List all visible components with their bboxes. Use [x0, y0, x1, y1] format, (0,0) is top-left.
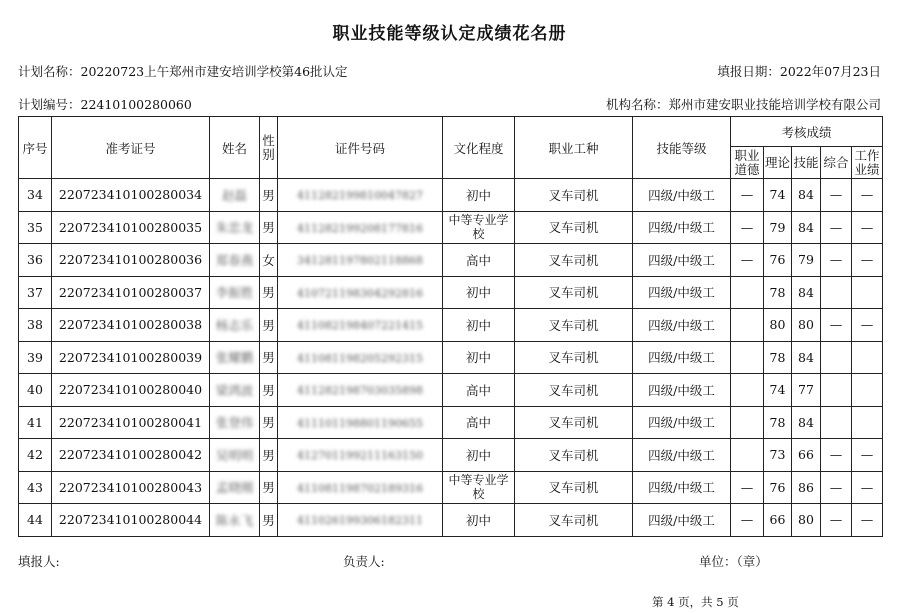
cell-skill-level: 四级/中级工 — [633, 276, 731, 309]
table-row — [19, 179, 883, 212]
page-indicator: 第 4 页，共 5 页 — [652, 595, 739, 609]
cell-occupation: 叉车司机 — [515, 309, 633, 342]
cell-name — [210, 309, 260, 342]
table-row — [19, 341, 883, 374]
cell-seq: 40 — [19, 374, 52, 407]
cell-ticket-number: 220723410100280037 — [52, 276, 210, 309]
redacted-id: 411101198801190655 — [297, 416, 423, 430]
header-occupation: 职业工种 — [515, 117, 633, 179]
cell-overall: — — [821, 471, 852, 504]
header-skill: 技能 — [792, 147, 821, 179]
cell-occupation: 叉车司机 — [515, 471, 633, 504]
cell-work-performance — [852, 406, 883, 439]
cell-work-performance — [852, 276, 883, 309]
cell-seq: 39 — [19, 341, 52, 374]
cell-skill-level: 四级/中级工 — [633, 471, 731, 504]
cell-overall — [821, 341, 852, 374]
cell-gender: 男 — [260, 504, 278, 537]
cell-work-performance — [852, 341, 883, 374]
cell-theory: 74 — [764, 374, 792, 407]
cell-ethics: — — [731, 471, 764, 504]
redacted-id: 411082198407221415 — [297, 319, 423, 333]
cell-work-performance: — — [852, 471, 883, 504]
redacted-id: 412701199211163150 — [297, 449, 423, 463]
cell-ethics — [731, 406, 764, 439]
header-name: 姓名 — [210, 117, 260, 179]
redacted-name: 孟晓刚 — [215, 480, 254, 496]
cell-name — [210, 439, 260, 472]
cell-name — [210, 179, 260, 212]
cell-ethics: — — [731, 211, 764, 244]
cell-id-number — [278, 406, 443, 439]
cell-gender: 女 — [260, 244, 278, 277]
cell-education: 高中 — [443, 374, 515, 407]
cell-skill: 77 — [792, 374, 821, 407]
table-row — [19, 406, 883, 439]
cell-education: 中等专业学校 — [443, 471, 515, 504]
roster-body — [19, 179, 883, 537]
cell-ticket-number: 220723410100280038 — [52, 309, 210, 342]
cell-gender: 男 — [260, 471, 278, 504]
cell-skill: 66 — [792, 439, 821, 472]
header-ethics: 职业道德 — [731, 147, 764, 179]
cell-name — [210, 504, 260, 537]
cell-education: 高中 — [443, 406, 515, 439]
cell-skill: 86 — [792, 471, 821, 504]
cell-id-number — [278, 211, 443, 244]
cell-name — [210, 244, 260, 277]
redacted-name: 张耀鹏 — [215, 350, 254, 366]
cell-education: 中等专业学校 — [443, 211, 515, 244]
cell-skill: 80 — [792, 504, 821, 537]
table-row — [19, 276, 883, 309]
cell-seq: 37 — [19, 276, 52, 309]
redacted-id: 411282199208177816 — [297, 221, 423, 235]
cell-theory: 80 — [764, 309, 792, 342]
cell-skill: 84 — [792, 341, 821, 374]
cell-id-number — [278, 504, 443, 537]
cell-education: 初中 — [443, 276, 515, 309]
cell-education: 初中 — [443, 309, 515, 342]
cell-seq: 44 — [19, 504, 52, 537]
cell-id-number — [278, 179, 443, 212]
redacted-id: 411026199306182311 — [297, 514, 423, 528]
cell-ticket-number: 220723410100280043 — [52, 471, 210, 504]
cell-skill: 79 — [792, 244, 821, 277]
cell-gender: 男 — [260, 276, 278, 309]
cell-occupation: 叉车司机 — [515, 341, 633, 374]
header-skill-level: 技能等级 — [633, 117, 731, 179]
cell-theory: 73 — [764, 439, 792, 472]
page-title: 职业技能等级认定成绩花名册 — [332, 24, 567, 44]
cell-ethics: — — [731, 179, 764, 212]
cell-skill-level: 四级/中级工 — [633, 504, 731, 537]
cell-education: 初中 — [443, 439, 515, 472]
cell-id-number — [278, 276, 443, 309]
cell-id-number — [278, 471, 443, 504]
cell-skill-level: 四级/中级工 — [633, 179, 731, 212]
cell-skill-level: 四级/中级工 — [633, 211, 731, 244]
header-assessment-scores: 考核成绩 — [731, 117, 883, 147]
table-row — [19, 211, 883, 244]
cell-occupation: 叉车司机 — [515, 374, 633, 407]
cell-ethics: — — [731, 504, 764, 537]
cell-ethics: — — [731, 244, 764, 277]
cell-ethics — [731, 309, 764, 342]
cell-skill: 84 — [792, 406, 821, 439]
header-education: 文化程度 — [443, 117, 515, 179]
redacted-name: 吴明明 — [215, 447, 254, 463]
redacted-id: 411081198702189316 — [297, 481, 423, 495]
cell-skill-level: 四级/中级工 — [633, 309, 731, 342]
cell-ticket-number: 220723410100280040 — [52, 374, 210, 407]
unit-seal-label: 单位：（章） — [699, 554, 768, 569]
cell-id-number — [278, 244, 443, 277]
cell-occupation: 叉车司机 — [515, 244, 633, 277]
cell-id-number — [278, 439, 443, 472]
header-work-performance: 工作业绩 — [852, 147, 883, 179]
cell-theory: 74 — [764, 179, 792, 212]
cell-theory: 78 — [764, 406, 792, 439]
redacted-name: 陈永飞 — [215, 512, 254, 528]
cell-seq: 36 — [19, 244, 52, 277]
cell-seq: 38 — [19, 309, 52, 342]
cell-name — [210, 341, 260, 374]
cell-occupation: 叉车司机 — [515, 406, 633, 439]
cell-theory: 76 — [764, 471, 792, 504]
redacted-name: 张登伟 — [215, 415, 254, 431]
cell-work-performance: — — [852, 244, 883, 277]
cell-skill-level: 四级/中级工 — [633, 374, 731, 407]
cell-id-number — [278, 374, 443, 407]
redacted-name: 赵磊 — [221, 187, 247, 203]
cell-ticket-number: 220723410100280044 — [52, 504, 210, 537]
redacted-id: 410721198304292816 — [297, 286, 423, 300]
cell-gender: 男 — [260, 439, 278, 472]
cell-work-performance — [852, 374, 883, 407]
redacted-name: 郑春燕 — [215, 252, 254, 268]
cell-gender: 男 — [260, 341, 278, 374]
cell-theory: 66 — [764, 504, 792, 537]
cell-id-number — [278, 341, 443, 374]
cell-gender: 男 — [260, 406, 278, 439]
redacted-id: 411081198205292315 — [297, 351, 423, 365]
cell-ticket-number: 220723410100280039 — [52, 341, 210, 374]
cell-work-performance: — — [852, 504, 883, 537]
redacted-id: 341281197802118868 — [297, 254, 423, 268]
cell-overall — [821, 374, 852, 407]
cell-skill: 84 — [792, 211, 821, 244]
cell-ticket-number: 220723410100280041 — [52, 406, 210, 439]
cell-overall: — — [821, 309, 852, 342]
cell-theory: 76 — [764, 244, 792, 277]
cell-education: 初中 — [443, 341, 515, 374]
redacted-name: 杨志乐 — [215, 317, 254, 333]
redacted-name: 朱忠龙 — [215, 220, 254, 236]
cell-seq: 41 — [19, 406, 52, 439]
cell-gender: 男 — [260, 179, 278, 212]
cell-skill: 80 — [792, 309, 821, 342]
cell-theory: 79 — [764, 211, 792, 244]
cell-work-performance: — — [852, 211, 883, 244]
cell-overall: — — [821, 244, 852, 277]
cell-ticket-number: 220723410100280035 — [52, 211, 210, 244]
cell-occupation: 叉车司机 — [515, 504, 633, 537]
cell-occupation: 叉车司机 — [515, 211, 633, 244]
cell-work-performance: — — [852, 179, 883, 212]
cell-overall — [821, 276, 852, 309]
responsible-label: 负责人: — [343, 554, 385, 569]
cell-skill: 84 — [792, 276, 821, 309]
plan-name: 计划名称：20220723上午郑州市建安培训学校第46批认定 — [18, 64, 348, 79]
cell-name — [210, 211, 260, 244]
cell-seq: 35 — [19, 211, 52, 244]
cell-ticket-number: 220723410100280034 — [52, 179, 210, 212]
fill-date: 填报日期：2022年07月23日 — [717, 64, 881, 79]
cell-id-number — [278, 309, 443, 342]
cell-education: 初中 — [443, 504, 515, 537]
table-row — [19, 439, 883, 472]
cell-seq: 43 — [19, 471, 52, 504]
cell-skill-level: 四级/中级工 — [633, 244, 731, 277]
cell-skill: 84 — [792, 179, 821, 212]
table-row — [19, 374, 883, 407]
cell-overall: — — [821, 504, 852, 537]
table-row — [19, 309, 883, 342]
cell-name — [210, 276, 260, 309]
cell-skill-level: 四级/中级工 — [633, 341, 731, 374]
cell-occupation: 叉车司机 — [515, 276, 633, 309]
cell-education: 初中 — [443, 179, 515, 212]
header-seq: 序号 — [19, 117, 52, 179]
header-id-number: 证件号码 — [278, 117, 443, 179]
cell-name — [210, 406, 260, 439]
table-row — [19, 471, 883, 504]
cell-theory: 78 — [764, 341, 792, 374]
cell-ticket-number: 220723410100280042 — [52, 439, 210, 472]
cell-overall — [821, 406, 852, 439]
plan-number: 计划编号：22410100280060 — [18, 97, 192, 112]
header-theory: 理论 — [764, 147, 792, 179]
cell-work-performance: — — [852, 439, 883, 472]
header-overall: 综合 — [821, 147, 852, 179]
header-ticket-number: 准考证号 — [52, 117, 210, 179]
cell-theory: 78 — [764, 276, 792, 309]
cell-occupation: 叉车司机 — [515, 179, 633, 212]
cell-ethics — [731, 276, 764, 309]
cell-gender: 男 — [260, 374, 278, 407]
organization-name: 机构名称：郑州市建安职业技能培训学校有限公司 — [605, 97, 881, 112]
table-row — [19, 504, 883, 537]
cell-ethics — [731, 374, 764, 407]
cell-ethics — [731, 341, 764, 374]
cell-overall: — — [821, 179, 852, 212]
cell-gender: 男 — [260, 211, 278, 244]
cell-ethics — [731, 439, 764, 472]
cell-ticket-number: 220723410100280036 — [52, 244, 210, 277]
redacted-name: 梁鸿波 — [215, 382, 254, 398]
cell-name — [210, 471, 260, 504]
redacted-id: 411282198703035898 — [297, 384, 423, 398]
header-gender: 性别 — [260, 117, 278, 179]
cell-gender: 男 — [260, 309, 278, 342]
filler-label: 填报人: — [18, 554, 60, 569]
cell-skill-level: 四级/中级工 — [633, 439, 731, 472]
redacted-name: 李振胜 — [215, 285, 254, 301]
cell-occupation: 叉车司机 — [515, 439, 633, 472]
table-row — [19, 244, 883, 277]
cell-seq: 34 — [19, 179, 52, 212]
score-roster-table — [18, 116, 883, 537]
cell-name — [210, 374, 260, 407]
cell-skill-level: 四级/中级工 — [633, 406, 731, 439]
cell-work-performance: — — [852, 309, 883, 342]
cell-seq: 42 — [19, 439, 52, 472]
cell-education: 高中 — [443, 244, 515, 277]
redacted-id: 411282199810047827 — [297, 189, 423, 203]
cell-overall: — — [821, 211, 852, 244]
cell-overall: — — [821, 439, 852, 472]
